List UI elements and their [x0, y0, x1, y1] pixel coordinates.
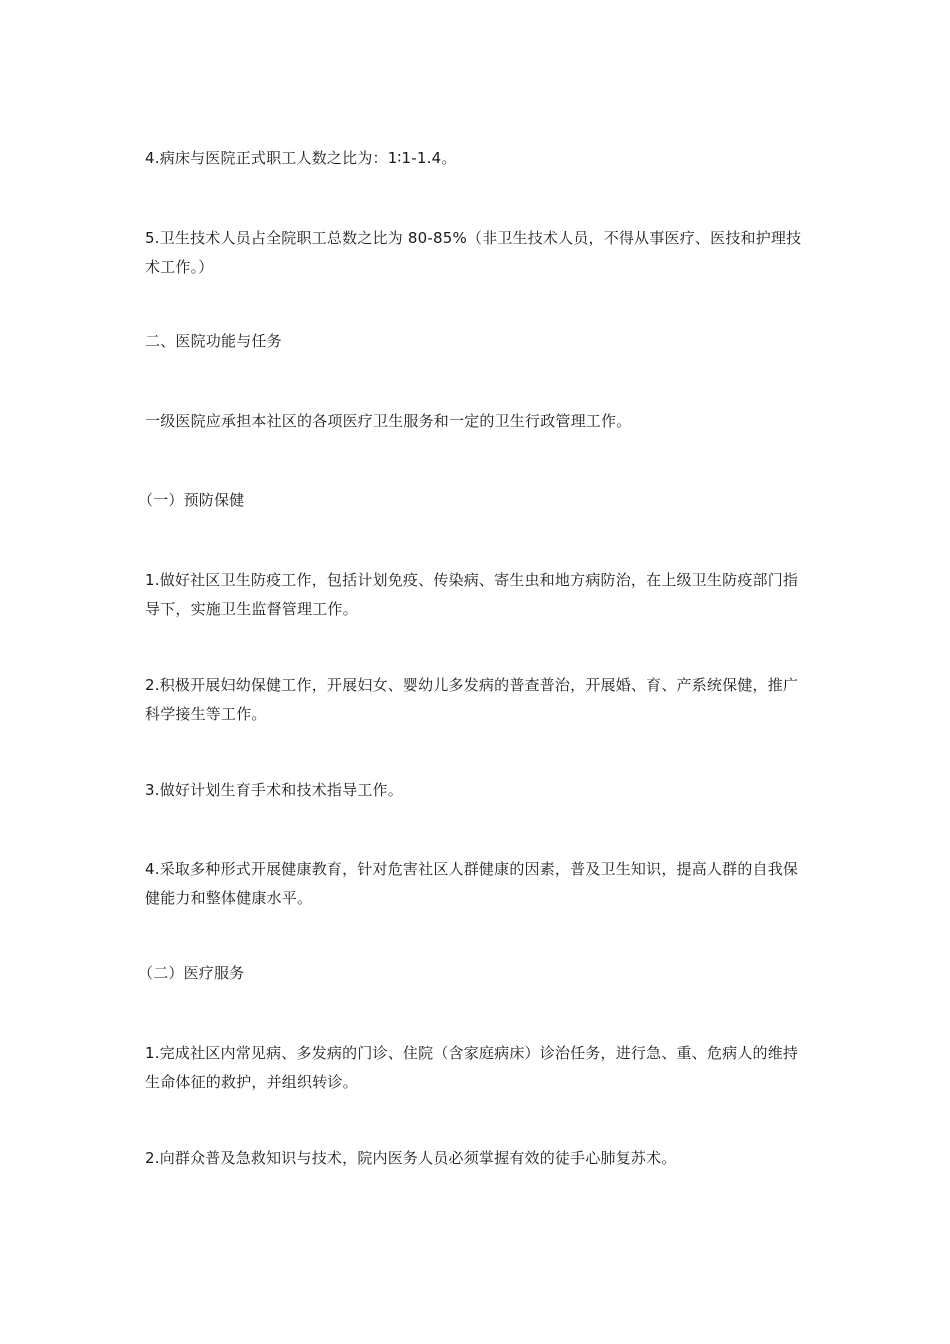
subsection-heading-medical-service: （二）医疗服务	[138, 964, 245, 982]
paragraph-primary-hospital-duty: 一级医院应承担本社区的各项医疗卫生服务和一定的卫生行政管理工作。	[145, 412, 632, 430]
paragraph-first-aid: 2.向群众普及急救知识与技术，院内医务人员必须掌握有效的徒手心肺复苏术。	[145, 1149, 677, 1167]
paragraph-technical-staff-ratio: 5.卫生技术人员占全院职工总数之比为 80-85%（非卫生技术人员，不得从事医疗、医技和护理技术工作。）	[145, 229, 802, 276]
subsection-heading-prevention: （一）预防保健	[138, 491, 245, 509]
section-heading-functions: 二、医院功能与任务	[145, 332, 282, 350]
paragraph-bed-staff-ratio: 4.病床与医院正式职工人数之比为：1∶1-1.4。	[145, 149, 457, 167]
paragraph-outpatient-inpatient: 1.完成社区内常见病、多发病的门诊、住院（含家庭病床）诊治任务，进行急、重、危病人的维持生命体征的救护，并组织转诊。	[145, 1044, 799, 1091]
paragraph-health-education: 4.采取多种形式开展健康教育，针对危害社区人群健康的因素，普及卫生知识，提高人群的自我保健能力和整体健康水平。	[145, 860, 799, 907]
paragraph-epidemic-prevention: 1.做好社区卫生防疫工作，包括计划免疫、传染病、寄生虫和地方病防治，在上级卫生防疫部门指导下，实施卫生监督管理工作。	[145, 571, 799, 618]
paragraph-family-planning: 3.做好计划生育手术和技术指导工作。	[145, 781, 403, 799]
paragraph-maternal-child-health: 2.积极开展妇幼保健工作，开展妇女、婴幼儿多发病的普查普治，开展婚、育、产系统保健，推广科学接生等工作。	[145, 676, 799, 723]
